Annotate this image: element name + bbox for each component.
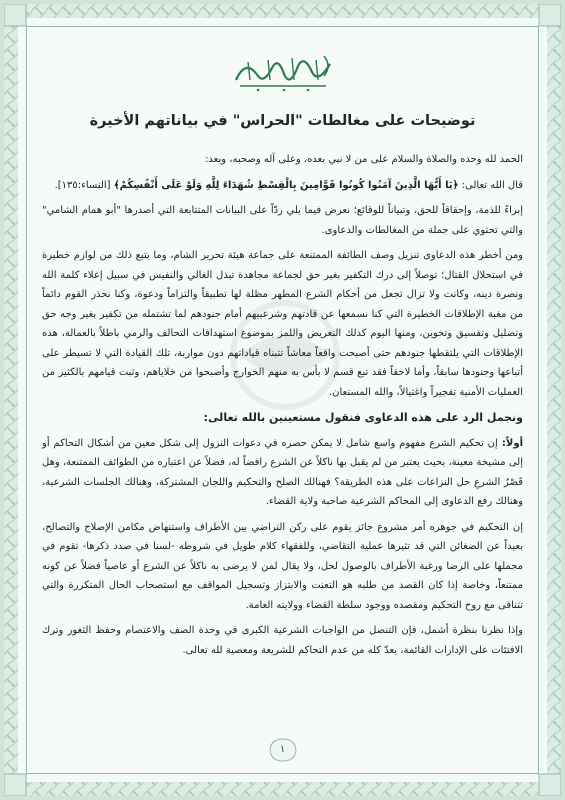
page-number-badge <box>268 738 298 762</box>
conclusion-paragraph: وإذا نظرنا بنظرة أشمل، فإن التنصل من الواجبات الشرعية الكبرى في وحدة الصف والاعتصام وحفظ الثغور وترك الافتئات على الإدارات القائمة، يعدّ كله من عدم التحاكم للشريعة ومعصية لله تعالى. <box>42 625 523 656</box>
arbitration-paragraph: إن التحكيم في جوهره أمر مشروع جائز يقوم على ركن التراضي بين الأطراف واستنهاض مكامن الإصلاح والتصالح، بعيداً عن الضغائن التي قد تثيرها عملية التقاضي، وللفقهاء كلام طويل في شروطه -لسنا في صدد ذكرها- تقوم في مجملها على الرضا ورغبة الأطراف بالوصول لحل، ولا يقال لمن لا يرضى به ناكلاً عن الشرع أو عاصياً فضلاً عن كونه ممتنعاً، وخاصة إذا كان القصد من طلبه هو التعنت والابتزاز وتسجيل المواقف مع استصحاب الحال المتكررة والتي تتنافى مع روح التحكيم ومقصده ووجود سلطة القضاء وولايته العامة. <box>42 521 523 611</box>
verse-intro: قال الله تعالى: <box>458 179 523 191</box>
header <box>30 50 535 98</box>
point-one-text: إن تحكيم الشرع مفهوم واسع شامل لا يمكن حصره في دعوات النزول إلى شكل معين من أشكال التحاكم أو إلى مشيخة معينة، بحيث يعتبر من لم يقبل بها ناكلاً عن الشرع رافضاً له، فضلاً عن اعتباره من الطوائف الممتنعة، وهل قَصْرُ الشرعِ حل النزاعات على هذه الطريقة؟ فهنالك الصلح والتحكيم واللجان المشتركة، وهنالك الجلسات الشرعية، وهنالك رفع الدعاوى إلى المحاكم الشرعية صاحبة ولاية القضاء. <box>42 437 523 507</box>
purpose-paragraph: إبراءً للذمة، وإحقاقاً للحق، وتبياناً للوقائع؛ نعرض فيما يلي ردّاً على البيانات المتتابعة التي أصدرها "أبو همام الشامي" والتي تحتوي على جملة من المغالطات والدعاوى. <box>42 205 523 236</box>
verse-reference: [النساء:١٣٥]. <box>54 179 114 191</box>
document-body <box>42 150 523 666</box>
page-number: ١ <box>279 744 286 755</box>
opening-paragraph: الحمد لله وحده والصلاة والسلام على من لا نبي بعده، وعلى آله وصحبه، وبعد: <box>205 154 523 165</box>
claims-paragraph: ومن أخطر هذه الدعاوى تنزيل وصف الطائفة الممتنعة على جماعة هيئة تحرير الشام، وما يتبع ذلك من لوازم خطيرة في استحلال القتال؛ توصلاً إلى درك التكفير بغير حق لجماعة مجاهدة تبذل الغالي والنفيس في سبيل إعلاء كلمة الله ونصرة دينه، وكانت ولا تزال تجعل من أحكام الشرع المطهر مظلة لها تطبيقاً والتزاماً ودعوة، وكنا نحذر القوم دائماً من مغبة الإطلاقات الخطيرة التي كنا نسمعها عن قادتهم وشرعييهم أمام جنودهم لما تشتمله من تكفير بغير وجه حق وتضليل وتفسيق وتخوين، ومنها اليوم كذلك التعريض واللمز بموضوع استهدافات التحالف والرمي باطلاً بالعمالة، هذه الإطلاقات التي يلتقطها جنودهم حتى أصبحت واقعاً معاشاً تتبناه قياداتهم دون مواربة، تلك القيادة التي لا تسيطر على أتباعها وجنودها سابقاً، وأما لاحقاً فقد تبع قسم لا بأس به منهم الخوارج وأصبحوا من خلاياهم، وثبت قيامهم بالكثير من العمليات الأمنية تفجيراً واغتيالاً، والله المستعان. <box>42 250 523 398</box>
response-subheading: ونجمل الرد على هذه الدعاوى فنقول مستعينين بالله تعالى: <box>203 411 523 424</box>
point-one-label: أولاً: <box>497 437 523 449</box>
document-page <box>30 30 535 770</box>
quran-verse: ﴿يَا أَيُّهَا الَّذِينَ آمَنُوا كُونُوا قَوَّامِينَ بِالْقِسْطِ شُهَدَاءَ لِلَّهِ وَلَوْ عَلَى أَنْفُسِكُمْ﴾ <box>113 179 459 191</box>
point-one-paragraph <box>42 434 523 512</box>
quran-verse-paragraph <box>42 176 523 196</box>
document-title: توضيحات على مغالطات "الحراس" في بياناتهم الأخيرة <box>89 113 476 129</box>
calligraphy-logo <box>228 50 338 94</box>
